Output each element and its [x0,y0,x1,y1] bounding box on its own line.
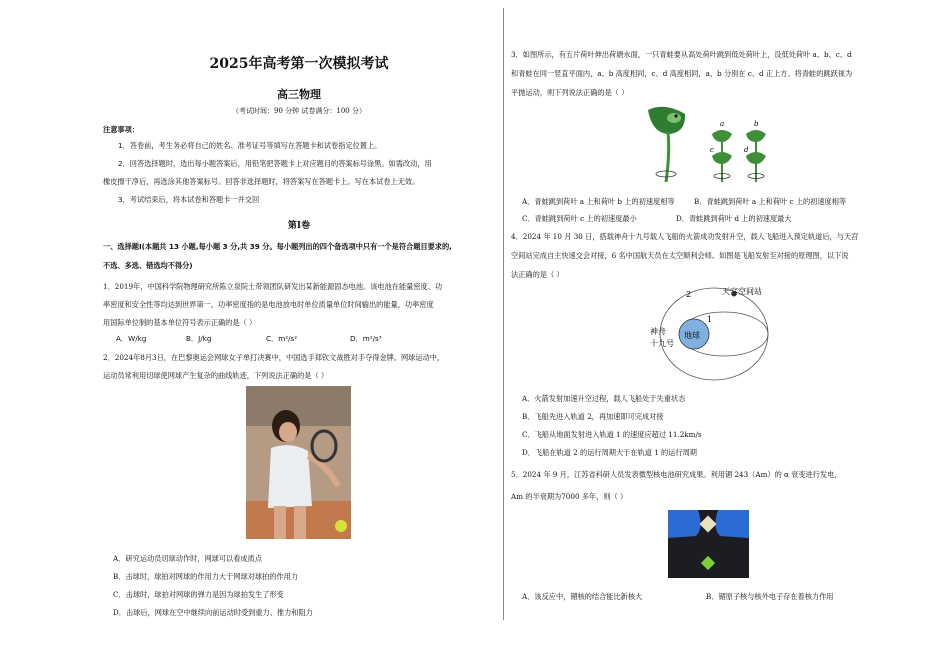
exam-meta: （考试时间：90 分钟 试卷满分：100 分） [232,107,366,115]
q2-option-a: A．研究运动员切球动作时，网球可以看成质点 [113,554,262,563]
ship-label-line2: 十九号 [650,339,674,348]
q4-option-d: D．飞船在轨道 2 的运行周期大于在轨道 1 的运行周期 [522,448,697,457]
leaf-label-c: c [710,146,714,154]
q1-option-a: A．W/kg [116,334,147,343]
lotus-leaf-diagram [640,104,785,186]
q3-option-d: D．青蛙跳到荷叶 d 上的初速度最大 [676,214,792,223]
q5-text-part2: Am）的 α 衰变进行发电， [755,470,842,479]
leaf-label-a: a [720,120,725,128]
q4-option-b: B．飞船先进入轨道 2，再加速即可完成对接 [522,412,664,421]
q4-text: 空间站完成自主快速交会对接，6 名中国航天员在太空顺利会师。如图是飞船发射至对接的原理图，以下说 [511,251,849,260]
notice-line: 2．回答选择题时，选出每小题答案后，用铅笔把答题卡上对应题目的答案标号涂黑。如需改动，用 [118,159,432,168]
q2-option-c: C．击球时，球拍对网球的弹力是因为球拍发生了形变 [113,590,284,599]
leaf-label-d: d [744,146,749,154]
q1-text: 1．2019年，中国科学院物理研究所陈立泉院士带领团队研发出某新能源固态电池。该电池在能量密度、功 [103,282,443,291]
q1-option-c: C．m²/s² [266,334,298,343]
q4-option-c: C．飞船从地面发射进入轨道 1 的速度应超过 11.2km/s [522,430,702,439]
exam-title: 2025年高考第一次模拟考试 [209,56,389,72]
ship-label-line1: 神舟 [650,327,666,336]
q5-text: Am 的半衰期为7000 多年，则（ ） [511,492,628,501]
subject-title: 高三物理 [277,88,321,101]
leaf-label-b: b [754,120,759,128]
q3-option-c: C．青蛙跳到荷叶 c 上的初速度最小 [522,214,637,223]
q2-text: 运动员常利用切球使网球产生复杂的曲线轨迹，下列说法正确的是（ ） [103,371,329,380]
q5-option-b: B．镅原子核与核外电子存在着核力作用 [706,592,834,601]
q1-option-b: B．J/kg [186,334,212,343]
orbit-1-label: 1 [707,315,713,324]
q1-option-d: D．m²/s³ [350,334,382,343]
q4-text: 4．2024 年 10 月 30 日，搭载神舟十九号载人飞船的火箭成功发射升空，载人飞船进入预定轨道后，与天宫 [511,232,859,241]
section-title: 第Ⅰ卷 [287,221,311,231]
notice-line: 3．考试结束后，将本试卷和答题卡一并交回 [118,195,260,204]
earth-label: 地球 [684,331,700,340]
q2-text: 2．2024年8月3日，在巴黎奥运会网球女子单打决赛中，中国选手郑钦文战胜对手夺得金牌。网球运动中， [103,353,445,362]
orbit-diagram [646,282,776,384]
part-intro: 不选、多选、错选均不得分) [103,261,193,270]
q4-option-a: A．火箭发射加速升空过程，载人飞船处于失重状态 [522,394,686,403]
tennis-player-photo [246,386,351,539]
q4-text: 法正确的是（ ） [511,270,564,279]
notice-line: 1．答卷前，考生务必将自己的姓名、准考证号等填写在答题卡和试卷指定位置上。 [118,141,382,150]
nuclear-battery-photo [668,510,749,578]
q3-option-a: A．青蛙跳到荷叶 a 上和荷叶 b 上的初速度相等 [522,197,675,206]
station-label: 天宫空间站 [722,287,762,296]
q5-text-part1: 5．2024 年 9 月，江苏省科研人员发表微型核电池研究成果。利用镅 243（ [511,470,756,479]
part-intro: 一、选择题Ⅰ(本题共 13 小题,每小题 3 分,共 39 分。每小题列出的四个备选项中只有一个是符合题目要求的, [103,242,452,251]
q3-text: 和青蛙在同一竖直平面内，a、b 高度相同，c、d 高度相同，a、b 分别在 c、d 正上方。将青蛙的跳跃视为 [511,69,853,78]
q3-text: 3．如图所示，有五片荷叶伸出荷塘水面，一只青蛙要从高处荷叶跳到低处荷叶上，设低处荷叶 a、b、c、d [511,50,852,59]
q1-text: 率密度和安全性等均达到世界第一，功率密度指的是电池放电时单位质量单位时间输出的能量，功率密度 [103,300,434,309]
notice-heading: 注意事项： [103,125,139,134]
orbit-2-label: 2 [686,290,692,299]
q3-option-b: B．青蛙跳到荷叶 a 上和荷叶 c 上的初速度相等 [694,197,847,206]
q5-option-a: A．该反应中，镅核的结合能比新核大 [522,592,643,601]
notice-line: 橡皮擦干净后，再选涂其他答案标号。回答非选择题时，将答案写在答题卡上。写在本试卷上无效。 [103,177,420,186]
q1-text: 用国际单位制的基本单位符号表示正确的是（ ） [103,318,257,327]
q3-text: 平抛运动，则下列说法正确的是（ ） [511,88,629,97]
q5-text [511,470,842,480]
q2-option-b: B．击球时，球拍对网球的作用力大于网球对球拍的作用力 [113,572,298,581]
q2-option-d: D．击球后，网球在空中继续向前运动时受到重力、推力和阻力 [113,608,313,617]
